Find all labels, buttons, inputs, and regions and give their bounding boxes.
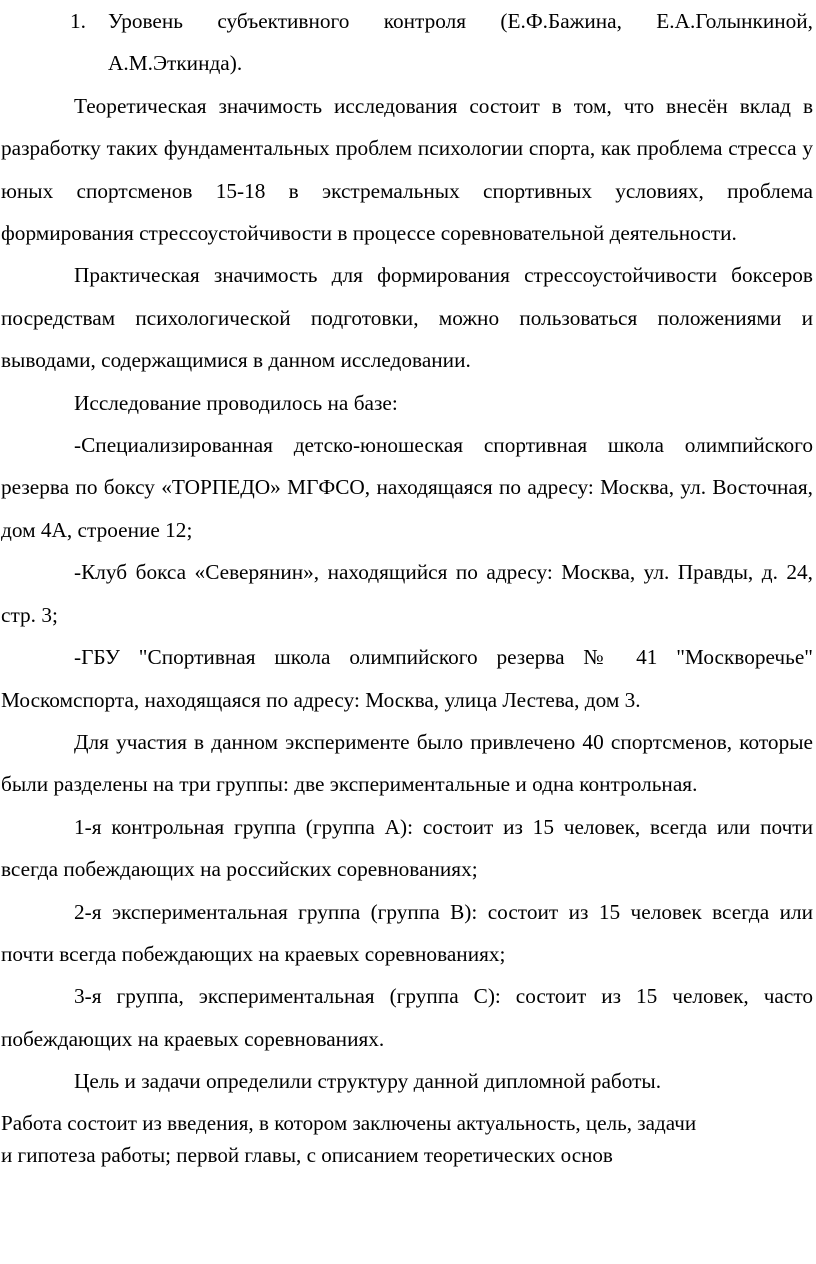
list-item-number: 1. xyxy=(70,9,86,33)
paragraph-base-school-torpedo: -Специализированная детско-юношеская спортивная школа олимпийского резерва по боксу «ТОРПЕДО» МГФСО, находящаяся по адресу: Москва, ул. Восточная, дом 4А, строение 12; xyxy=(1,433,813,542)
paragraph-structure-goal: Цель и задачи определили структуру данной дипломной работы. xyxy=(74,1069,662,1094)
paragraph-participants: Для участия в данном эксперименте было привлечено 40 спортсменов, которые были разделены на три группы: две экспериментальные и одна контрольная. xyxy=(1,729,813,797)
work-structure-line-2: и гипотеза работы; первой главы, с описанием теоретических основ xyxy=(1,1142,613,1167)
paragraph-research-base: Исследование проводилось на базе: xyxy=(74,390,398,415)
paragraph-group-c: 3-я группа, экспериментальная (группа С): состоит из 15 человек, часто побеждающих на краевых соревнованиях. xyxy=(1,984,813,1051)
paragraph-base-club-severyanin: -Клуб бокса «Северянин», находящийся по адресу: Москва, ул. Правды, д. 24, стр. 3; xyxy=(1,560,813,627)
paragraph-base-school-moskvorechye: -ГБУ "Спортивная школа олимпийского резерва № 41 "Москворечье" Москомспорта, находящаяся по адресу: Москва, улица Лестева, дом 3. xyxy=(1,645,813,712)
paragraph-group-a: 1-я контрольная группа (группа А): состоит из 15 человек, всегда или почти всегда побеждающих на российских соревнованиях; xyxy=(1,814,813,882)
paragraph-practical-significance: Практическая значимость для формирования стрессоустойчивости боксеров посредствам психологической подготовки, можно пользоваться положениями и выводами, содержащимися в данном исследовании. xyxy=(1,263,813,373)
work-structure-line-1: Работа состоит из введения, в котором заключены актуальность, цель, задачи xyxy=(1,1110,697,1135)
paragraph-work-structure xyxy=(1,1107,813,1171)
list-item-text: Уровень субъективного контроля (Е.Ф.Бажина, Е.А.Голынкиной, А.М.Эткинда). xyxy=(108,9,813,76)
paragraph-group-b: 2-я экспериментальная группа (группа В): состоит из 15 человек всегда или почти всегда побеждающих на краевых соревнованиях; xyxy=(1,899,813,966)
list-item-1 xyxy=(1,0,813,85)
paragraph-theoretical-significance: Теоретическая значимость исследования состоит в том, что внесён вклад в разработку таких фундаментальных проблем психологии спорта, как проблема стресса у юных спортсменов 15-18 в экстремальных спортивных условиях, проблема формирования стрессоустойчивости в процессе соревновательной деятельности. xyxy=(1,93,813,246)
